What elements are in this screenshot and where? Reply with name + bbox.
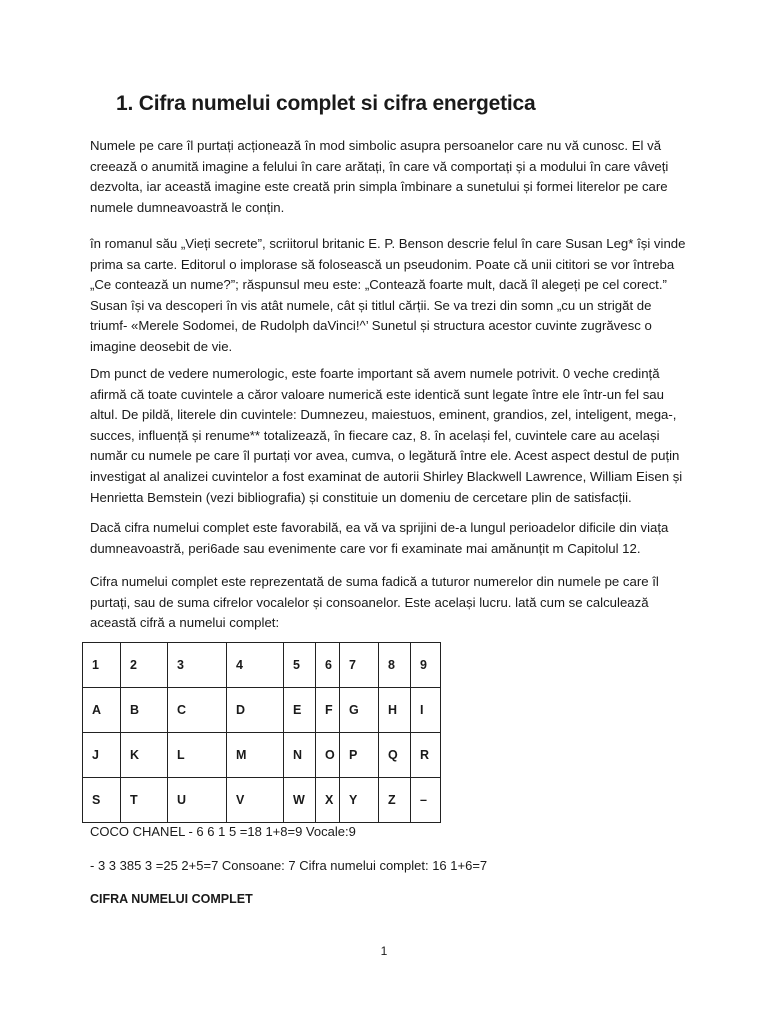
table-cell: S xyxy=(83,778,121,823)
table-cell: Q xyxy=(379,733,411,778)
table-cell: K xyxy=(121,733,168,778)
table-cell: D xyxy=(227,688,284,733)
table-cell: Z xyxy=(379,778,411,823)
table-cell: V xyxy=(227,778,284,823)
calculation-line-vowels: COCO CHANEL - 6 6 1 5 =18 1+8=9 Vocale:9 xyxy=(90,824,356,839)
table-cell: X xyxy=(316,778,340,823)
paragraph-3: Dm punct de vedere numerologic, este foarte important să avem numele potrivit. 0 veche credință afirmă că toate cuvintele a căror valoare numerică este identică sunt legate între ele într-un fel sau altul. De pildă, literele din cuvintele: Dumnezeu, maiestuos, eminent, grandios, zel, inteligent, mega-, succes, influență și renume** totalizează, în fiecare caz, 8. în același fel, cuvintele care au același număr cu numele pe care îl purtați vor avea, cumva, o legătură între ele. Acest aspect destul de puțin investigat al analizei cuvintelor a fost examinat de autorii Shirley Blackwell Lawrence, William Eisen și Henrietta Bemstein (vezi bibliografia) și constituie un domeniu de cercetare plin de satisfacții. xyxy=(90,366,683,505)
table-cell: W xyxy=(284,778,316,823)
table-cell: 7 xyxy=(340,643,379,688)
paragraph-4: Dacă cifra numelui complet este favorabilă, ea vă va sprijini de-a lungul perioadelor dificile din viața dumneavoastră, peri6ade sau evenimente care vor fi examinate mai amănunțit m Capitolul 12. xyxy=(90,520,669,556)
table-row xyxy=(83,643,441,688)
table-cell: L xyxy=(168,733,227,778)
page-number: 1 xyxy=(380,944,388,958)
table-cell: G xyxy=(340,688,379,733)
table-cell: B xyxy=(121,688,168,733)
table-cell: A xyxy=(83,688,121,733)
table-cell: 6 xyxy=(316,643,340,688)
table-cell: E xyxy=(284,688,316,733)
paragraph-5: Cifra numelui complet este reprezentată de suma fadică a tuturor numerelor din numele pe care îl purtați, sau de suma cifrelor vocalelor și consoanelor. Este același lucru. lată cum se calculează această cifră a numelui complet: xyxy=(90,574,659,631)
table-cell: 4 xyxy=(227,643,284,688)
table-cell: 5 xyxy=(284,643,316,688)
table-cell: M xyxy=(227,733,284,778)
table-cell: 2 xyxy=(121,643,168,688)
section-subheading: CIFRA NUMELUI COMPLET xyxy=(90,892,253,906)
table-cell: – xyxy=(411,778,441,823)
table-cell: Y xyxy=(340,778,379,823)
paragraph-1: Numele pe care îl purtați acționează în mod simbolic asupra persoanelor care nu vă cunosc. El vă creează o anumită imagine a felului în care arătați, în care vă comportați și a modului în care vâveți dezvolta, iar această imagine este creată prin simpla îmbinare a sunetului și formei literelor pe care numele dumneavoastră le conțin. xyxy=(90,138,669,215)
table-row xyxy=(83,778,441,823)
table-cell: J xyxy=(83,733,121,778)
table-cell: P xyxy=(340,733,379,778)
table-cell: 9 xyxy=(411,643,441,688)
calculation-line-consonants: - 3 3 385 3 =25 2+5=7 Consoane: 7 Cifra numelui complet: 16 1+6=7 xyxy=(90,858,488,873)
table-cell: U xyxy=(168,778,227,823)
table-cell: R xyxy=(411,733,441,778)
table-cell: O xyxy=(316,733,340,778)
table-cell: H xyxy=(379,688,411,733)
page-title: 1. Cifra numelui complet si cifra energetica xyxy=(116,92,536,115)
table-cell: T xyxy=(121,778,168,823)
table-cell: C xyxy=(168,688,227,733)
numerology-letter-table xyxy=(82,642,441,823)
paragraph-2: în romanul său „Vieți secrete”, scriitorul britanic E. P. Benson descrie felul în care Susan Leg* își vinde prima sa carte. Editorul o implorase să folosească un pseudonim. Poate că unii cititori se vor întreba „Ce contează un nume?”; răspunsul meu este: „Contează foarte mult, dacă îl alegeți pe cel corect.” Susan își va descoperi în vis atât numele, cât și titlul cărții. Se va trezi din somn „cu un strigăt de triumf- «Merele Sodomei, de Rudolph daVinci!^’ Sunetul și structura acestor cuvinte zugrăvesc o imagine deosebit de vie. xyxy=(90,236,686,354)
table-cell: F xyxy=(316,688,340,733)
table-cell: I xyxy=(411,688,441,733)
table-cell: 8 xyxy=(379,643,411,688)
table-row xyxy=(83,733,441,778)
table-cell: 3 xyxy=(168,643,227,688)
table-row xyxy=(83,688,441,733)
table-cell: 1 xyxy=(83,643,121,688)
table-cell: N xyxy=(284,733,316,778)
